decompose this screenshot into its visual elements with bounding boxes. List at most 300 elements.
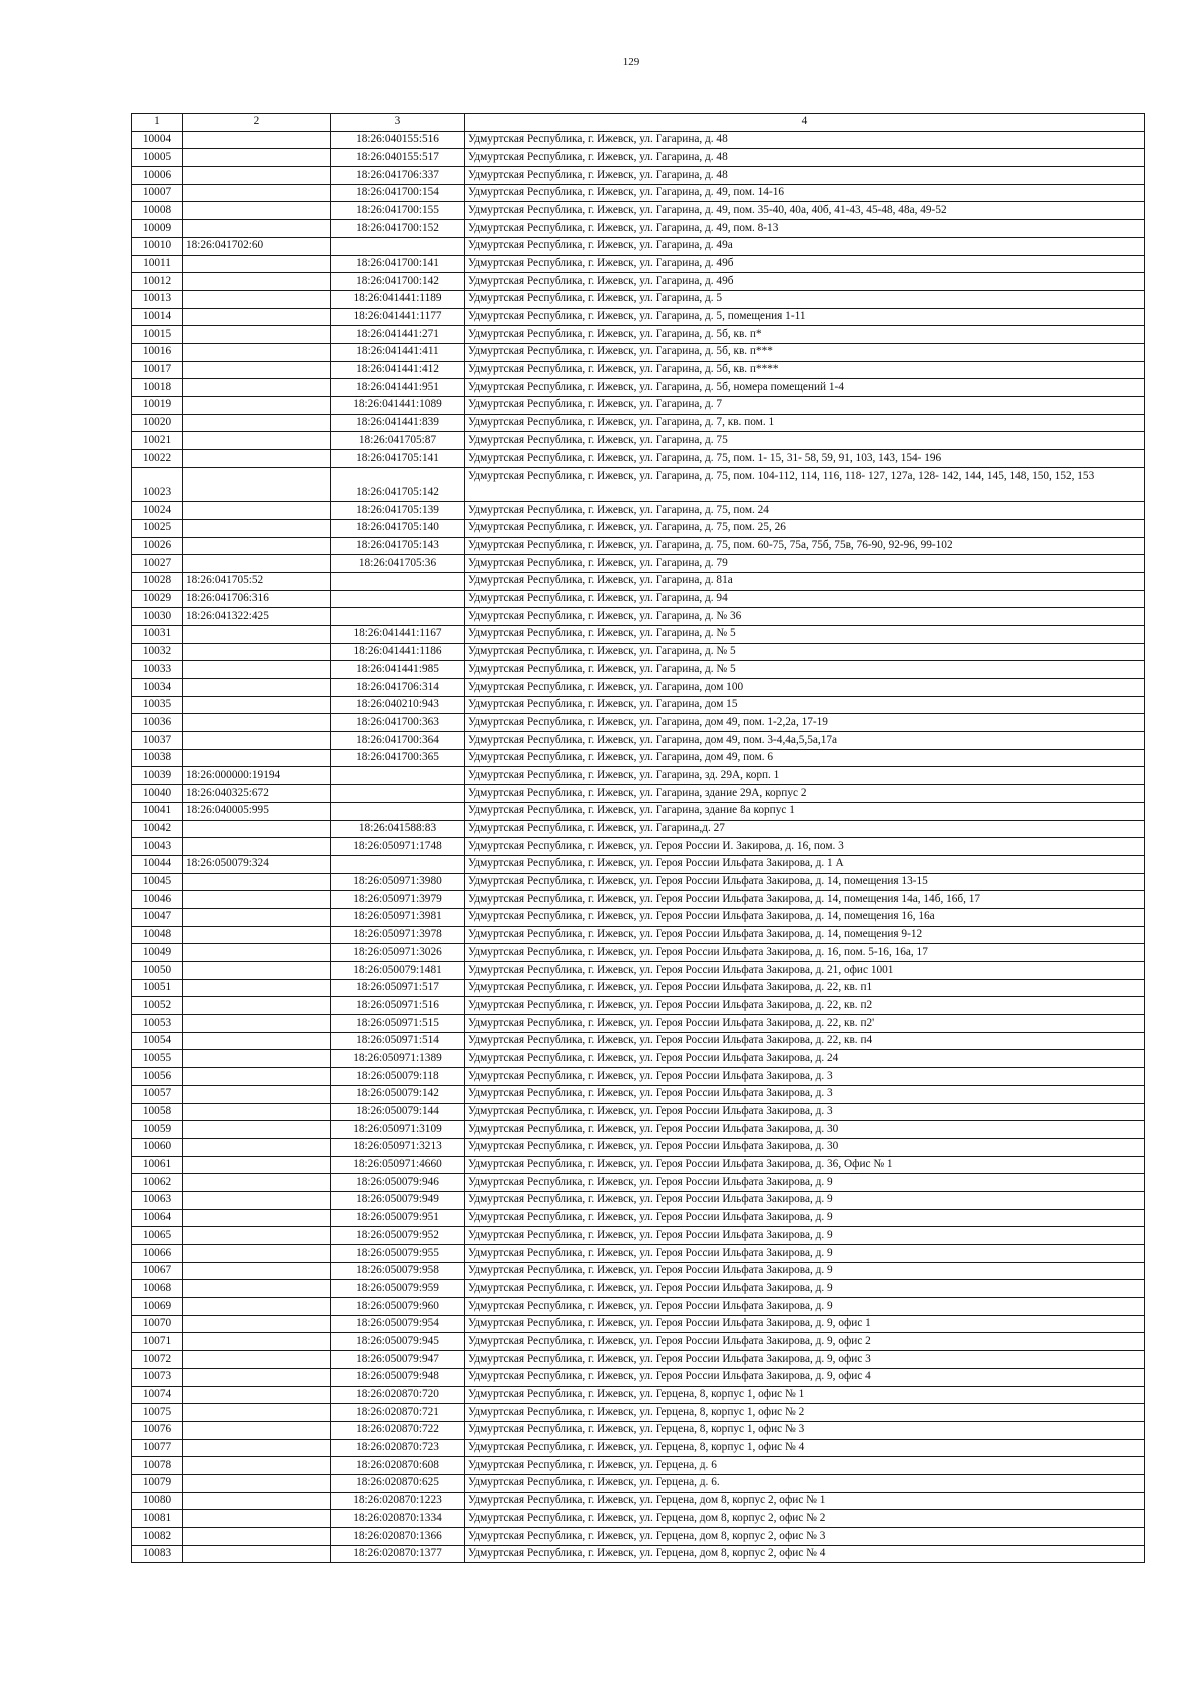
building-cadastral-number-cell	[183, 997, 331, 1015]
premises-cadastral-number-cell: 18:26:050971:3981	[331, 908, 465, 926]
building-cadastral-number-cell: 18:26:040325:672	[183, 785, 331, 803]
row-number-cell: 10023	[132, 467, 183, 501]
table-row	[132, 1068, 1145, 1086]
premises-cadastral-number-cell: 18:26:041705:139	[331, 502, 465, 520]
column-header-2: 2	[183, 114, 331, 132]
premises-cadastral-number-cell: 18:26:050971:3979	[331, 891, 465, 909]
row-number-cell: 10040	[132, 785, 183, 803]
row-number-cell: 10061	[132, 1156, 183, 1174]
building-cadastral-number-cell	[183, 1298, 331, 1316]
table-row	[132, 1368, 1145, 1386]
building-cadastral-number-cell	[183, 537, 331, 555]
building-cadastral-number-cell	[183, 379, 331, 397]
row-number-cell: 10083	[132, 1545, 183, 1563]
premises-cadastral-number-cell: 18:26:050971:3980	[331, 873, 465, 891]
premises-cadastral-number-cell: 18:26:040155:516	[331, 131, 465, 149]
building-cadastral-number-cell	[183, 891, 331, 909]
address-cell: Удмуртская Республика, г. Ижевск, ул. Гагарина, д. 75, пом. 24	[465, 502, 1145, 520]
premises-cadastral-number-cell: 18:26:050079:1481	[331, 962, 465, 980]
table-row	[132, 714, 1145, 732]
address-cell: Удмуртская Республика, г. Ижевск, ул. Гагарина, дом 49, пом. 1-2,2а, 17-19	[465, 714, 1145, 732]
premises-cadastral-number-cell: 18:26:041705:140	[331, 519, 465, 537]
address-cell: Удмуртская Республика, г. Ижевск, ул. Героя России Ильфата Закирова, д. 21, офис 1001	[465, 962, 1145, 980]
row-number-cell: 10027	[132, 555, 183, 573]
table-row	[132, 643, 1145, 661]
premises-cadastral-number-cell: 18:26:041700:363	[331, 714, 465, 732]
building-cadastral-number-cell	[183, 1404, 331, 1422]
premises-cadastral-number-cell: 18:26:050971:1389	[331, 1050, 465, 1068]
address-cell: Удмуртская Республика, г. Ижевск, ул. Героя России Ильфата Закирова, д. 14, помещения 9-12	[465, 926, 1145, 944]
building-cadastral-number-cell	[183, 1545, 331, 1563]
premises-cadastral-number-cell	[331, 802, 465, 820]
table-row	[132, 519, 1145, 537]
table-row	[132, 926, 1145, 944]
address-cell: Удмуртская Республика, г. Ижевск, ул. Гагарина, д. 5б, номера помещений 1-4	[465, 379, 1145, 397]
table-row	[132, 555, 1145, 573]
premises-cadastral-number-cell: 18:26:020870:1366	[331, 1528, 465, 1546]
table-row	[132, 326, 1145, 344]
premises-cadastral-number-cell: 18:26:041700:141	[331, 255, 465, 273]
row-number-cell: 10037	[132, 732, 183, 750]
column-header-3: 3	[331, 114, 465, 132]
building-cadastral-number-cell	[183, 326, 331, 344]
building-cadastral-number-cell	[183, 1474, 331, 1492]
row-number-cell: 10071	[132, 1333, 183, 1351]
table-row	[132, 537, 1145, 555]
premises-cadastral-number-cell: 18:26:041700:365	[331, 749, 465, 767]
building-cadastral-number-cell	[183, 679, 331, 697]
address-cell: Удмуртская Республика, г. Ижевск, ул. Героя России Ильфата Закирова, д. 9, офис 4	[465, 1368, 1145, 1386]
table-row	[132, 167, 1145, 185]
premises-cadastral-number-cell: 18:26:050971:3978	[331, 926, 465, 944]
premises-cadastral-number-cell: 18:26:041441:951	[331, 379, 465, 397]
row-number-cell: 10068	[132, 1280, 183, 1298]
address-cell: Удмуртская Республика, г. Ижевск, ул. Гагарина, д. 75	[465, 432, 1145, 450]
address-cell: Удмуртская Республика, г. Ижевск, ул. Героя России Ильфата Закирова, д. 22, кв. п1	[465, 979, 1145, 997]
premises-cadastral-number-cell: 18:26:020870:720	[331, 1386, 465, 1404]
row-number-cell: 10025	[132, 519, 183, 537]
premises-cadastral-number-cell: 18:26:050971:514	[331, 1032, 465, 1050]
table-row	[132, 979, 1145, 997]
building-cadastral-number-cell: 18:26:041705:52	[183, 572, 331, 590]
premises-cadastral-number-cell: 18:26:020870:1223	[331, 1492, 465, 1510]
premises-cadastral-number-cell: 18:26:041441:271	[331, 326, 465, 344]
building-cadastral-number-cell	[183, 1315, 331, 1333]
table-row	[132, 908, 1145, 926]
premises-cadastral-number-cell: 18:26:040155:517	[331, 149, 465, 167]
building-cadastral-number-cell	[183, 1262, 331, 1280]
premises-cadastral-number-cell: 18:26:041700:154	[331, 184, 465, 202]
premises-cadastral-number-cell: 18:26:050079:946	[331, 1174, 465, 1192]
premises-cadastral-number-cell: 18:26:020870:722	[331, 1421, 465, 1439]
address-cell: Удмуртская Республика, г. Ижевск, ул. Героя России Ильфата Закирова, д. 30	[465, 1121, 1145, 1139]
building-cadastral-number-cell	[183, 1174, 331, 1192]
building-cadastral-number-cell	[183, 873, 331, 891]
building-cadastral-number-cell	[183, 732, 331, 750]
building-cadastral-number-cell	[183, 838, 331, 856]
table-row	[132, 1227, 1145, 1245]
row-number-cell: 10034	[132, 679, 183, 697]
premises-cadastral-number-cell: 18:26:041705:87	[331, 432, 465, 450]
table-row	[132, 838, 1145, 856]
table-row	[132, 290, 1145, 308]
row-number-cell: 10054	[132, 1032, 183, 1050]
address-cell: Удмуртская Республика, г. Ижевск, ул. Героя России Ильфата Закирова, д. 9, офис 1	[465, 1315, 1145, 1333]
premises-cadastral-number-cell: 18:26:050971:517	[331, 979, 465, 997]
row-number-cell: 10004	[132, 131, 183, 149]
address-cell: Удмуртская Республика, г. Ижевск, ул. Гагарина, дом 49, пом. 3-4,4а,5,5а,17а	[465, 732, 1145, 750]
address-cell: Удмуртская Республика, г. Ижевск, ул. Героя России Ильфата Закирова, д. 24	[465, 1050, 1145, 1068]
row-number-cell: 10005	[132, 149, 183, 167]
address-cell: Удмуртская Республика, г. Ижевск, ул. Гагарина, д. 48	[465, 131, 1145, 149]
premises-cadastral-number-cell: 18:26:041705:143	[331, 537, 465, 555]
address-cell: Удмуртская Республика, г. Ижевск, ул. Гагарина, дом 100	[465, 679, 1145, 697]
table-row	[132, 1333, 1145, 1351]
building-cadastral-number-cell	[183, 1103, 331, 1121]
premises-cadastral-number-cell: 18:26:041441:1167	[331, 625, 465, 643]
table-row	[132, 184, 1145, 202]
building-cadastral-number-cell	[183, 1492, 331, 1510]
table-row	[132, 661, 1145, 679]
premises-cadastral-number-cell: 18:26:040210:943	[331, 696, 465, 714]
row-number-cell: 10030	[132, 608, 183, 626]
address-cell: Удмуртская Республика, г. Ижевск, ул. Героя России Ильфата Закирова, д. 1 А	[465, 855, 1145, 873]
premises-cadastral-number-cell: 18:26:041700:364	[331, 732, 465, 750]
table-row	[132, 414, 1145, 432]
building-cadastral-number-cell	[183, 1121, 331, 1139]
table-row	[132, 1191, 1145, 1209]
table-row	[132, 1280, 1145, 1298]
address-cell: Удмуртская Республика, г. Ижевск, ул. Герцена, 8, корпус 1, офис № 3	[465, 1421, 1145, 1439]
row-number-cell: 10057	[132, 1085, 183, 1103]
premises-cadastral-number-cell	[331, 237, 465, 255]
table-row	[132, 1032, 1145, 1050]
premises-cadastral-number-cell: 18:26:050079:951	[331, 1209, 465, 1227]
address-cell: Удмуртская Республика, г. Ижевск, ул. Гагарина, д. 7, кв. пом. 1	[465, 414, 1145, 432]
premises-cadastral-number-cell	[331, 572, 465, 590]
address-cell: Удмуртская Республика, г. Ижевск, ул. Героя России Ильфата Закирова, д. 14, помещения 14а, 14б, 16б, 17	[465, 891, 1145, 909]
building-cadastral-number-cell	[183, 1386, 331, 1404]
row-number-cell: 10017	[132, 361, 183, 379]
table-row	[132, 962, 1145, 980]
building-cadastral-number-cell	[183, 1156, 331, 1174]
address-cell: Удмуртская Республика, г. Ижевск, ул. Гагарина, дом 49, пом. 6	[465, 749, 1145, 767]
premises-cadastral-number-cell: 18:26:041705:141	[331, 450, 465, 468]
table-row	[132, 432, 1145, 450]
address-cell: Удмуртская Республика, г. Ижевск, ул. Гагарина, д. 49б	[465, 273, 1145, 291]
premises-cadastral-number-cell: 18:26:041705:36	[331, 555, 465, 573]
address-cell: Удмуртская Республика, г. Ижевск, ул. Гагарина, д. 5б, кв. п*	[465, 326, 1145, 344]
table-row	[132, 220, 1145, 238]
building-cadastral-number-cell	[183, 625, 331, 643]
row-number-cell: 10065	[132, 1227, 183, 1245]
premises-cadastral-number-cell: 18:26:041441:412	[331, 361, 465, 379]
building-cadastral-number-cell	[183, 502, 331, 520]
address-cell: Удмуртская Республика, г. Ижевск, ул. Гагарина, д. № 5	[465, 625, 1145, 643]
address-cell: Удмуртская Республика, г. Ижевск, ул. Гагарина, дом 15	[465, 696, 1145, 714]
table-row	[132, 696, 1145, 714]
building-cadastral-number-cell: 18:26:050079:324	[183, 855, 331, 873]
building-cadastral-number-cell	[183, 1068, 331, 1086]
building-cadastral-number-cell	[183, 167, 331, 185]
table-row	[132, 1121, 1145, 1139]
premises-cadastral-number-cell: 18:26:050079:954	[331, 1315, 465, 1333]
building-cadastral-number-cell	[183, 749, 331, 767]
address-cell: Удмуртская Республика, г. Ижевск, ул. Героя России Ильфата Закирова, д. 14, помещения 13-15	[465, 873, 1145, 891]
row-number-cell: 10056	[132, 1068, 183, 1086]
row-number-cell: 10074	[132, 1386, 183, 1404]
address-cell: Удмуртская Республика, г. Ижевск, ул. Гагарина, д. 5, помещения 1-11	[465, 308, 1145, 326]
address-cell: Удмуртская Республика, г. Ижевск, ул. Героя России Ильфата Закирова, д. 22, кв. п4	[465, 1032, 1145, 1050]
building-cadastral-number-cell	[183, 714, 331, 732]
row-number-cell: 10080	[132, 1492, 183, 1510]
row-number-cell: 10031	[132, 625, 183, 643]
table-row	[132, 1209, 1145, 1227]
row-number-cell: 10042	[132, 820, 183, 838]
table-row	[132, 361, 1145, 379]
row-number-cell: 10019	[132, 397, 183, 415]
premises-cadastral-number-cell: 18:26:050971:516	[331, 997, 465, 1015]
address-cell: Удмуртская Республика, г. Ижевск, ул. Героя России Ильфата Закирова, д. 9	[465, 1298, 1145, 1316]
table-row	[132, 572, 1145, 590]
building-cadastral-number-cell	[183, 1280, 331, 1298]
premises-cadastral-number-cell: 18:26:050079:949	[331, 1191, 465, 1209]
table-row	[132, 820, 1145, 838]
building-cadastral-number-cell	[183, 432, 331, 450]
address-cell: Удмуртская Республика, г. Ижевск, ул. Героя России Ильфата Закирова, д. 9	[465, 1191, 1145, 1209]
table-row	[132, 131, 1145, 149]
table-row	[132, 1545, 1145, 1563]
row-number-cell: 10033	[132, 661, 183, 679]
address-cell: Удмуртская Республика, г. Ижевск, ул. Героя России Ильфата Закирова, д. 22, кв. п2'	[465, 1015, 1145, 1033]
premises-cadastral-number-cell: 18:26:041706:337	[331, 167, 465, 185]
premises-cadastral-number-cell: 18:26:050971:4660	[331, 1156, 465, 1174]
address-cell: Удмуртская Республика, г. Ижевск, ул. Гагарина, д. 49, пом. 8-13	[465, 220, 1145, 238]
building-cadastral-number-cell	[183, 979, 331, 997]
table-row	[132, 785, 1145, 803]
table-row	[132, 944, 1145, 962]
row-number-cell: 10022	[132, 450, 183, 468]
address-cell: Удмуртская Республика, г. Ижевск, ул. Героя России Ильфата Закирова, д. 3	[465, 1068, 1145, 1086]
address-cell: Удмуртская Республика, г. Ижевск, ул. Героя России Ильфата Закирова, д. 9	[465, 1262, 1145, 1280]
building-cadastral-number-cell	[183, 1333, 331, 1351]
premises-cadastral-number-cell: 18:26:020870:1334	[331, 1510, 465, 1528]
address-cell: Удмуртская Республика, г. Ижевск, ул. Герцена, д. 6.	[465, 1474, 1145, 1492]
row-number-cell: 10052	[132, 997, 183, 1015]
column-header-4: 4	[465, 114, 1145, 132]
premises-cadastral-number-cell: 18:26:041706:314	[331, 679, 465, 697]
row-number-cell: 10066	[132, 1245, 183, 1263]
building-cadastral-number-cell	[183, 926, 331, 944]
address-cell: Удмуртская Республика, г. Ижевск, ул. Героя России Ильфата Закирова, д. 9	[465, 1280, 1145, 1298]
row-number-cell: 10041	[132, 802, 183, 820]
row-number-cell: 10053	[132, 1015, 183, 1033]
table-row	[132, 608, 1145, 626]
row-number-cell: 10072	[132, 1351, 183, 1369]
building-cadastral-number-cell	[183, 414, 331, 432]
row-number-cell: 10050	[132, 962, 183, 980]
table-row	[132, 237, 1145, 255]
building-cadastral-number-cell	[183, 519, 331, 537]
premises-cadastral-number-cell: 18:26:041700:152	[331, 220, 465, 238]
address-cell: Удмуртская Республика, г. Ижевск, ул. Гагарина, д. № 5	[465, 661, 1145, 679]
table-row	[132, 467, 1145, 501]
premises-cadastral-number-cell: 18:26:041441:1089	[331, 397, 465, 415]
table-row	[132, 679, 1145, 697]
premises-cadastral-number-cell: 18:26:050079:945	[331, 1333, 465, 1351]
table-row	[132, 1510, 1145, 1528]
premises-cadastral-number-cell: 18:26:050079:118	[331, 1068, 465, 1086]
table-row	[132, 1439, 1145, 1457]
column-header-1: 1	[132, 114, 183, 132]
building-cadastral-number-cell	[183, 962, 331, 980]
row-number-cell: 10029	[132, 590, 183, 608]
address-cell: Удмуртская Республика, г. Ижевск, ул. Герцена, 8, корпус 1, офис № 2	[465, 1404, 1145, 1422]
address-cell: Удмуртская Республика, г. Ижевск, ул. Гагарина,д. 27	[465, 820, 1145, 838]
address-cell: Удмуртская Республика, г. Ижевск, ул. Гагарина, д. 49а	[465, 237, 1145, 255]
address-cell: Удмуртская Республика, г. Ижевск, ул. Гагарина, д. 75, пом. 60-75, 75а, 75б, 75в, 76-90, 92-96, 99-102	[465, 537, 1145, 555]
premises-cadastral-number-cell: 18:26:050971:3109	[331, 1121, 465, 1139]
building-cadastral-number-cell	[183, 343, 331, 361]
address-cell: Удмуртская Республика, г. Ижевск, ул. Гагарина, д. 79	[465, 555, 1145, 573]
row-number-cell: 10044	[132, 855, 183, 873]
row-number-cell: 10036	[132, 714, 183, 732]
premises-cadastral-number-cell: 18:26:041441:839	[331, 414, 465, 432]
premises-cadastral-number-cell: 18:26:050079:142	[331, 1085, 465, 1103]
row-number-cell: 10064	[132, 1209, 183, 1227]
table-row	[132, 1103, 1145, 1121]
address-cell: Удмуртская Республика, г. Ижевск, ул. Гагарина, здание 8а корпус 1	[465, 802, 1145, 820]
row-number-cell: 10047	[132, 908, 183, 926]
building-cadastral-number-cell	[183, 661, 331, 679]
row-number-cell: 10007	[132, 184, 183, 202]
table-row	[132, 308, 1145, 326]
row-number-cell: 10082	[132, 1528, 183, 1546]
row-number-cell: 10021	[132, 432, 183, 450]
table-row	[132, 590, 1145, 608]
premises-cadastral-number-cell: 18:26:041441:1177	[331, 308, 465, 326]
table-row	[132, 1085, 1145, 1103]
building-cadastral-number-cell	[183, 1368, 331, 1386]
premises-cadastral-number-cell: 18:26:041700:142	[331, 273, 465, 291]
table-row	[132, 855, 1145, 873]
table-row	[132, 749, 1145, 767]
building-cadastral-number-cell	[183, 908, 331, 926]
premises-cadastral-number-cell: 18:26:050079:947	[331, 1351, 465, 1369]
table-row	[132, 891, 1145, 909]
row-number-cell: 10032	[132, 643, 183, 661]
row-number-cell: 10045	[132, 873, 183, 891]
table-row	[132, 502, 1145, 520]
row-number-cell: 10058	[132, 1103, 183, 1121]
table-row	[132, 149, 1145, 167]
property-registry-table	[131, 113, 1145, 1563]
premises-cadastral-number-cell	[331, 608, 465, 626]
row-number-cell: 10062	[132, 1174, 183, 1192]
premises-cadastral-number-cell: 18:26:041441:985	[331, 661, 465, 679]
building-cadastral-number-cell	[183, 184, 331, 202]
row-number-cell: 10010	[132, 237, 183, 255]
address-cell: Удмуртская Республика, г. Ижевск, ул. Героя России Ильфата Закирова, д. 14, помещения 16, 16а	[465, 908, 1145, 926]
building-cadastral-number-cell	[183, 944, 331, 962]
row-number-cell: 10013	[132, 290, 183, 308]
premises-cadastral-number-cell: 18:26:020870:625	[331, 1474, 465, 1492]
address-cell: Удмуртская Республика, г. Ижевск, ул. Гагарина, д. 75, пом. 104-112, 114, 116, 118- 127, 127а, 128- 142, 144, 145, 148, 150, 152, 153	[465, 467, 1145, 501]
building-cadastral-number-cell	[183, 1085, 331, 1103]
row-number-cell: 10008	[132, 202, 183, 220]
building-cadastral-number-cell	[183, 1351, 331, 1369]
premises-cadastral-number-cell: 18:26:020870:1377	[331, 1545, 465, 1563]
address-cell: Удмуртская Республика, г. Ижевск, ул. Гагарина, д. 49, пом. 35-40, 40а, 40б, 41-43, 45-48, 48а, 49-52	[465, 202, 1145, 220]
address-cell: Удмуртская Республика, г. Ижевск, ул. Гагарина, д. 94	[465, 590, 1145, 608]
row-number-cell: 10049	[132, 944, 183, 962]
address-cell: Удмуртская Республика, г. Ижевск, ул. Гагарина, д. 81а	[465, 572, 1145, 590]
building-cadastral-number-cell	[183, 1245, 331, 1263]
table-row	[132, 1015, 1145, 1033]
table-row	[132, 1457, 1145, 1475]
address-cell: Удмуртская Республика, г. Ижевск, ул. Гагарина, д. 7	[465, 397, 1145, 415]
address-cell: Удмуртская Республика, г. Ижевск, ул. Героя России Ильфата Закирова, д. 16, пом. 5-16, 16а, 17	[465, 944, 1145, 962]
address-cell: Удмуртская Республика, г. Ижевск, ул. Гагарина, д. № 5	[465, 643, 1145, 661]
table-row	[132, 1404, 1145, 1422]
premises-cadastral-number-cell: 18:26:050079:952	[331, 1227, 465, 1245]
row-number-cell: 10048	[132, 926, 183, 944]
row-number-cell: 10075	[132, 1404, 183, 1422]
premises-cadastral-number-cell	[331, 590, 465, 608]
address-cell: Удмуртская Республика, г. Ижевск, ул. Гагарина, д. 5б, кв. п****	[465, 361, 1145, 379]
address-cell: Удмуртская Республика, г. Ижевск, ул. Гагарина, д. 48	[465, 167, 1145, 185]
row-number-cell: 10079	[132, 1474, 183, 1492]
premises-cadastral-number-cell	[331, 855, 465, 873]
building-cadastral-number-cell	[183, 1227, 331, 1245]
address-cell: Удмуртская Республика, г. Ижевск, ул. Гагарина, д. № 36	[465, 608, 1145, 626]
address-cell: Удмуртская Республика, г. Ижевск, ул. Герцена, д. 6	[465, 1457, 1145, 1475]
table-row	[132, 1315, 1145, 1333]
building-cadastral-number-cell	[183, 1457, 331, 1475]
row-number-cell: 10070	[132, 1315, 183, 1333]
building-cadastral-number-cell: 18:26:041706:316	[183, 590, 331, 608]
building-cadastral-number-cell	[183, 1191, 331, 1209]
building-cadastral-number-cell	[183, 255, 331, 273]
row-number-cell: 10069	[132, 1298, 183, 1316]
building-cadastral-number-cell	[183, 361, 331, 379]
address-cell: Удмуртская Республика, г. Ижевск, ул. Герцена, дом 8, корпус 2, офис № 1	[465, 1492, 1145, 1510]
building-cadastral-number-cell	[183, 1510, 331, 1528]
building-cadastral-number-cell	[183, 220, 331, 238]
building-cadastral-number-cell	[183, 555, 331, 573]
table-row	[132, 1386, 1145, 1404]
row-number-cell: 10006	[132, 167, 183, 185]
premises-cadastral-number-cell: 18:26:050079:955	[331, 1245, 465, 1263]
row-number-cell: 10012	[132, 273, 183, 291]
premises-cadastral-number-cell: 18:26:041588:83	[331, 820, 465, 838]
premises-cadastral-number-cell: 18:26:050971:1748	[331, 838, 465, 856]
table-row	[132, 1421, 1145, 1439]
building-cadastral-number-cell	[183, 202, 331, 220]
building-cadastral-number-cell: 18:26:041322:425	[183, 608, 331, 626]
table-row	[132, 1138, 1145, 1156]
table-row	[132, 397, 1145, 415]
premises-cadastral-number-cell: 18:26:050079:958	[331, 1262, 465, 1280]
address-cell: Удмуртская Республика, г. Ижевск, ул. Герцена, дом 8, корпус 2, офис № 4	[465, 1545, 1145, 1563]
address-cell: Удмуртская Республика, г. Ижевск, ул. Гагарина, д. 5	[465, 290, 1145, 308]
address-cell: Удмуртская Республика, г. Ижевск, ул. Герцена, 8, корпус 1, офис № 1	[465, 1386, 1145, 1404]
row-number-cell: 10038	[132, 749, 183, 767]
address-cell: Удмуртская Республика, г. Ижевск, ул. Героя России Ильфата Закирова, д. 9, офис 2	[465, 1333, 1145, 1351]
building-cadastral-number-cell	[183, 1032, 331, 1050]
table-row	[132, 1245, 1145, 1263]
premises-cadastral-number-cell: 18:26:041441:1186	[331, 643, 465, 661]
